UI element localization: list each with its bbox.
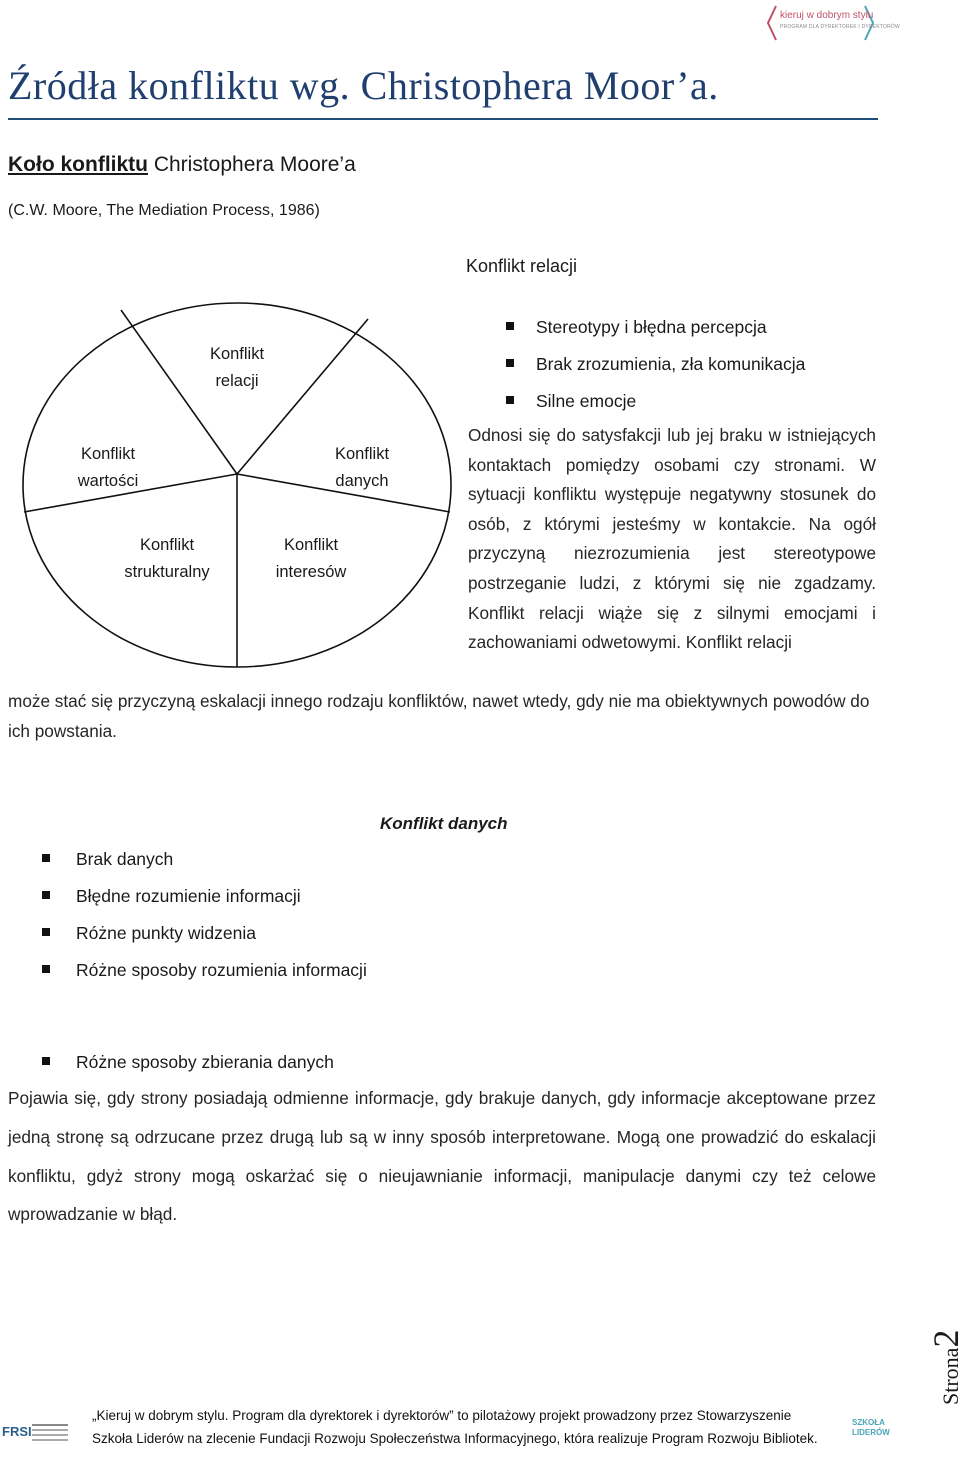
list-item: Silne emocje [506,387,805,424]
logo-text: kieruj w dobrym stylu [780,10,874,21]
relacji-bullet-list [506,313,805,424]
footer-line-1: „Kieruj w dobrym stylu. Program dla dyrektorek i dyrektorów” to pilotażowy projekt prowadzony przez Stowarzyszenie [92,1408,792,1423]
list-item: Różne sposoby rozumienia informacji [42,956,367,993]
list-item: Brak danych [42,845,367,882]
conflict-wheel [20,300,460,670]
wheel-label-wartosci: Konflikt wartości [77,445,139,490]
footer-line-2: Szkoła Liderów na zlecenie Fundacji Rozwoju Społeczeństwa Informacyjnego, która realizuje Program Rozwoju Bibliotek. [92,1431,818,1446]
logo-bracket-icon [766,4,780,42]
citation: (C.W. Moore, The Mediation Process, 1986) [8,202,320,219]
list-item: Różne sposoby zbierania danych [42,1048,367,1085]
danych-heading: Konflikt danych [380,814,508,833]
list-item: Różne punkty widzenia [42,919,367,956]
page-number-label: Strona [938,1347,963,1405]
title-rule [8,118,878,120]
wheel-label-relacji: Konflikt relacji [209,345,265,390]
page-number [925,1305,965,1405]
danych-bullet-list [42,845,367,1085]
subtitle-rest: Christophera Moore’a [148,153,356,176]
list-item: Stereotypy i błędna percepcja [506,313,805,350]
subtitle [8,153,356,177]
danych-paragraph: Pojawia się, gdy strony posiadają odmienne informacje, gdy brakuje danych, gdy informacje akceptowane przez jedną stronę są odrzucane przez drugą lub są w inny sposób interpretowane. Mogą one prowadzić do eskalacji konfliktu, gdyż strony mogą oskarżać się o nieujawnianie informacji, manipulacje danymi czy też celowe wprowadzanie w błąd. [8,1088,876,1225]
wheel-label-danych: Konflikt danych [334,445,390,490]
logo-subtext: PROGRAM DLA DYREKTOREK I DYREKTORÓW [780,24,900,30]
wheel-label-strukturalny: Konflikt strukturalny [124,536,210,581]
relacji-paragraph: Odnosi się do satysfakcji lub jej braku w istniejących kontaktach pomiędzy osobami czy stronami. W sytuacji konfliktu występuje negatywny stosunek do osób, z którymi jesteśmy w kontakcie. Na ogół przyczyną niezrozumienia jest stereotypowe postrzeganie ludzi, z którymi się nie zgadzamy. Konflikt relacji wiąże się z silnymi emocjami i zachowaniami odwetowymi. Konflikt relacji [468,425,876,653]
kieruj-logo [766,4,900,42]
relacji-paragraph-continued: może stać się przyczyną eskalacji innego rodzaju konfliktów, nawet wtedy, gdy nie ma obiektywnych powodów do ich powstania. [8,691,870,741]
relacji-heading: Konflikt relacji [466,256,578,276]
page-title: Źródła konfliktu wg. Christophera Moor’a. [8,63,719,108]
page-number-value: 2 [926,1329,966,1348]
szkola-liderow-logo: SZKOŁA LIDERÓW [852,1418,890,1437]
list-item: Brak zrozumienia, zła komunikacja [506,350,805,387]
list-item: Błędne rozumienie informacji [42,882,367,919]
subtitle-bold: Koło konfliktu [8,153,148,176]
wheel-label-interesow: Konflikt interesów [275,536,347,581]
frsi-logo: FRSI [0,1418,80,1450]
